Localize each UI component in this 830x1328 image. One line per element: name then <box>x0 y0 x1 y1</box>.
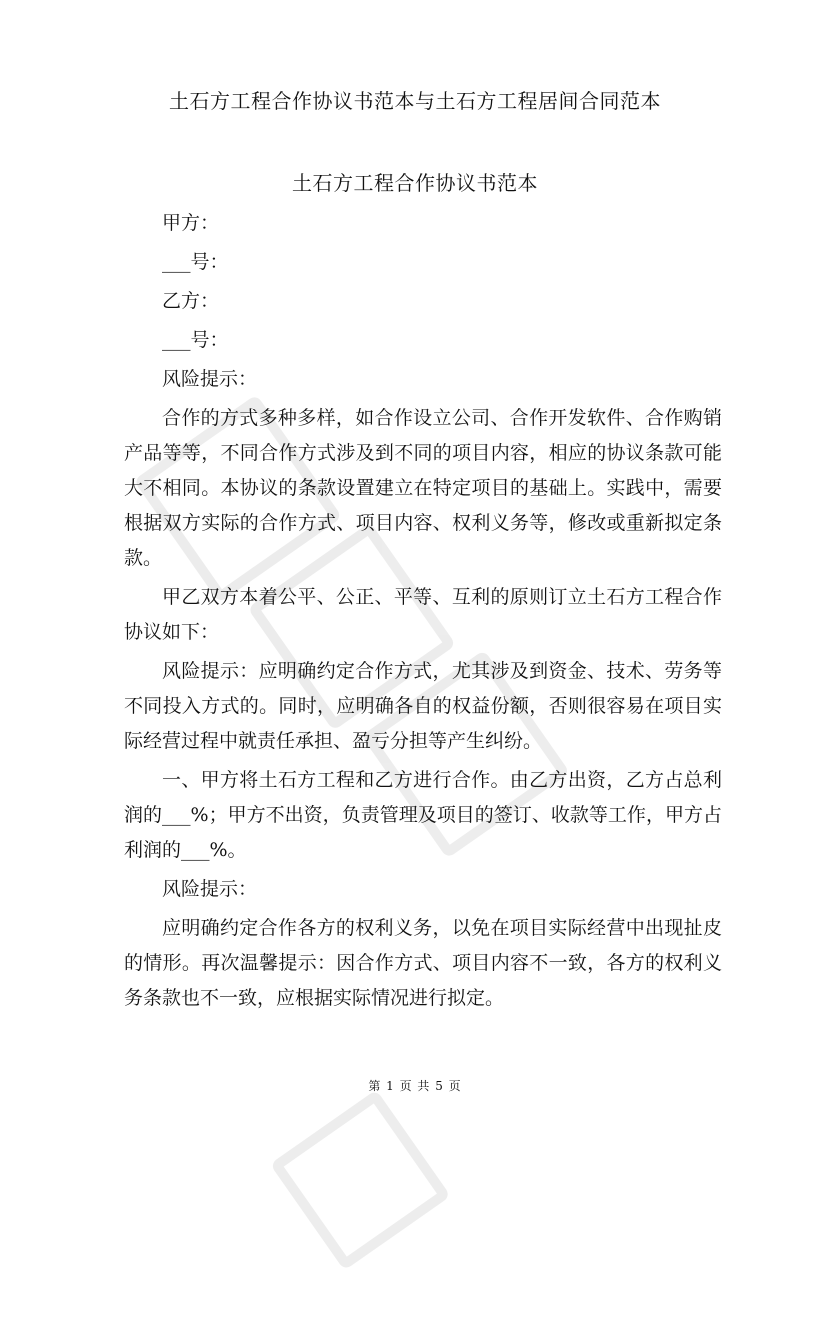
paragraph-rights-obligations: 应明确约定合作各方的权利义务，以免在项目实际经营中出现扯皮的情形。再次温馨提示：因合作方式、项目内容不一致，各方的权利义务条款也不一致，应根据实际情况进行拟定。 <box>124 917 722 1009</box>
party-a-line: 甲方： <box>162 212 220 234</box>
party-b-line: 乙方： <box>162 290 220 312</box>
risk-notice-heading-2: 风险提示： <box>162 878 258 900</box>
clause-one: 一、甲方将土石方工程和乙方进行合作。由乙方出资，乙方占总利润的___%；甲方不出资，负责管理及项目的签订、收款等工作，甲方占利润的___%。 <box>124 769 722 861</box>
document-sub-title: 土石方工程合作协议书范本 <box>292 171 538 195</box>
party-a-number-line: ___号： <box>162 251 229 273</box>
watermark-logo-bottom <box>270 992 630 1328</box>
party-b-number-line: ___号： <box>162 329 229 351</box>
risk-notice-heading: 风险提示： <box>162 368 258 390</box>
paragraph-risk-cooperation-method: 风险提示：应明确约定合作方式，尤其涉及到资金、技术、劳务等不同投入方式的。同时，应明确各自的权益份额，否则很容易在项目实际经营过程中就责任承担、盈亏分担等产生纠纷。 <box>124 660 722 752</box>
document-body <box>124 206 722 1020</box>
paragraph-cooperation-types: 合作的方式多种多样，如合作设立公司、合作开发软件、合作购销产品等等，不同合作方式涉及到不同的项目内容，相应的协议条款可能大不相同。本协议的条款设置建立在特定项目的基础上。实践中，需要根据双方实际的合作方式、项目内容、权利义务等，修改或重新拟定条款。 <box>124 407 722 569</box>
paragraph-principles: 甲乙双方本着公平、公正、平等、互利的原则订立土石方工程合作协议如下： <box>124 586 722 643</box>
document-main-title: 土石方工程合作协议书范本与土石方工程居间合同范本 <box>169 89 661 113</box>
page-number-footer: 第 1 页 共 5 页 <box>368 1079 462 1093</box>
